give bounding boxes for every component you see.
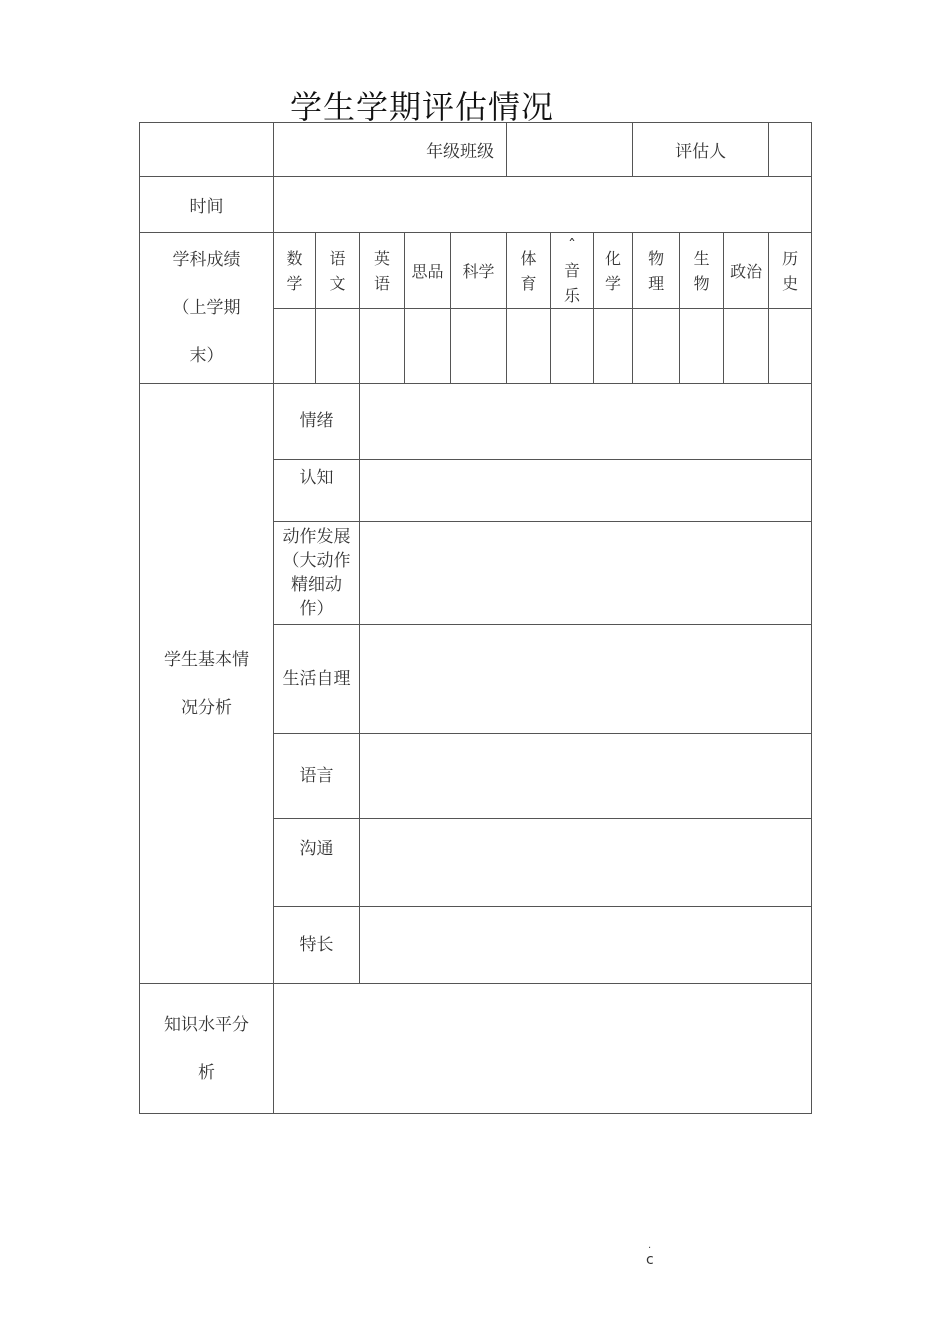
page-title: 学生学期评估情况	[290, 88, 555, 124]
knowledge-analysis-field[interactable]	[274, 984, 812, 1114]
subject-header	[507, 233, 551, 309]
knowledge-analysis-label	[140, 984, 274, 1114]
score-cell[interactable]	[274, 309, 316, 384]
subject-header	[551, 233, 594, 309]
evaluation-form	[139, 122, 812, 1114]
blank-corner-cell	[140, 123, 274, 177]
subject-header: 科学	[451, 233, 507, 309]
grades-label-line1: 学科成绩	[172, 250, 241, 270]
subject-header: 思品	[405, 233, 451, 309]
subject-label: 英语	[373, 248, 390, 293]
emotion-label: 情绪	[274, 384, 360, 460]
evaluator-field[interactable]	[769, 123, 812, 177]
score-cell[interactable]	[724, 309, 769, 384]
subject-label: 生物	[693, 248, 710, 293]
subject-label: 体育	[520, 248, 537, 293]
score-cell[interactable]	[316, 309, 360, 384]
knowledge-label-line2: 析	[198, 1062, 215, 1083]
basic-label-line1: 学生基本情	[164, 649, 249, 670]
subject-header	[360, 233, 405, 309]
cognition-field[interactable]	[360, 460, 812, 522]
language-field[interactable]	[360, 734, 812, 819]
subject-label: 物理	[648, 248, 665, 293]
motor-development-label	[274, 522, 360, 625]
grade-class-field[interactable]	[507, 123, 633, 177]
subject-header	[633, 233, 680, 309]
selfcare-label: 生活自理	[274, 625, 360, 734]
subject-header	[316, 233, 360, 309]
communication-label: 沟通	[274, 819, 360, 907]
grades-label-line3: 末）	[189, 346, 224, 366]
score-cell[interactable]	[633, 309, 680, 384]
score-cell[interactable]	[769, 309, 812, 384]
motor-label-line2: （大动作	[282, 551, 351, 571]
subject-label: ˆ音乐	[564, 236, 581, 305]
grades-label	[140, 233, 274, 384]
score-cell[interactable]	[360, 309, 405, 384]
cognition-label: 认知	[274, 460, 360, 522]
score-cell[interactable]	[507, 309, 551, 384]
specialty-label: 特长	[274, 907, 360, 984]
subject-header	[594, 233, 633, 309]
score-cell[interactable]	[451, 309, 507, 384]
time-field[interactable]	[274, 177, 812, 233]
time-label: 时间	[140, 177, 274, 233]
score-cell[interactable]	[680, 309, 724, 384]
basic-analysis-label	[140, 384, 274, 984]
motor-label-line4: 作）	[299, 599, 334, 619]
score-cell[interactable]	[594, 309, 633, 384]
motor-label-line1: 动作发展	[282, 527, 351, 547]
basic-label-line2: 况分析	[181, 697, 232, 718]
grades-label-line2: （上学期	[172, 298, 241, 318]
communication-field[interactable]	[360, 819, 812, 907]
knowledge-label-line1: 知识水平分	[164, 1014, 249, 1035]
evaluator-label: 评估人	[633, 123, 769, 177]
subject-header: 政治	[724, 233, 769, 309]
subject-header	[274, 233, 316, 309]
subject-label: 数学	[286, 248, 303, 293]
footer-mark: c	[646, 1252, 654, 1268]
emotion-field[interactable]	[360, 384, 812, 460]
subject-label: 历史	[782, 248, 799, 293]
subject-label: 化学	[605, 248, 622, 293]
grade-class-label: 年级班级	[274, 123, 507, 177]
motor-label-line3: 精细动	[291, 575, 342, 595]
subject-header	[769, 233, 812, 309]
selfcare-field[interactable]	[360, 625, 812, 734]
subject-label: 语文	[329, 248, 346, 293]
score-cell[interactable]	[551, 309, 594, 384]
specialty-field[interactable]	[360, 907, 812, 984]
language-label: 语言	[274, 734, 360, 819]
footer-dot: .	[648, 1240, 652, 1251]
subject-header	[680, 233, 724, 309]
score-cell[interactable]	[405, 309, 451, 384]
motor-development-field[interactable]	[360, 522, 812, 625]
